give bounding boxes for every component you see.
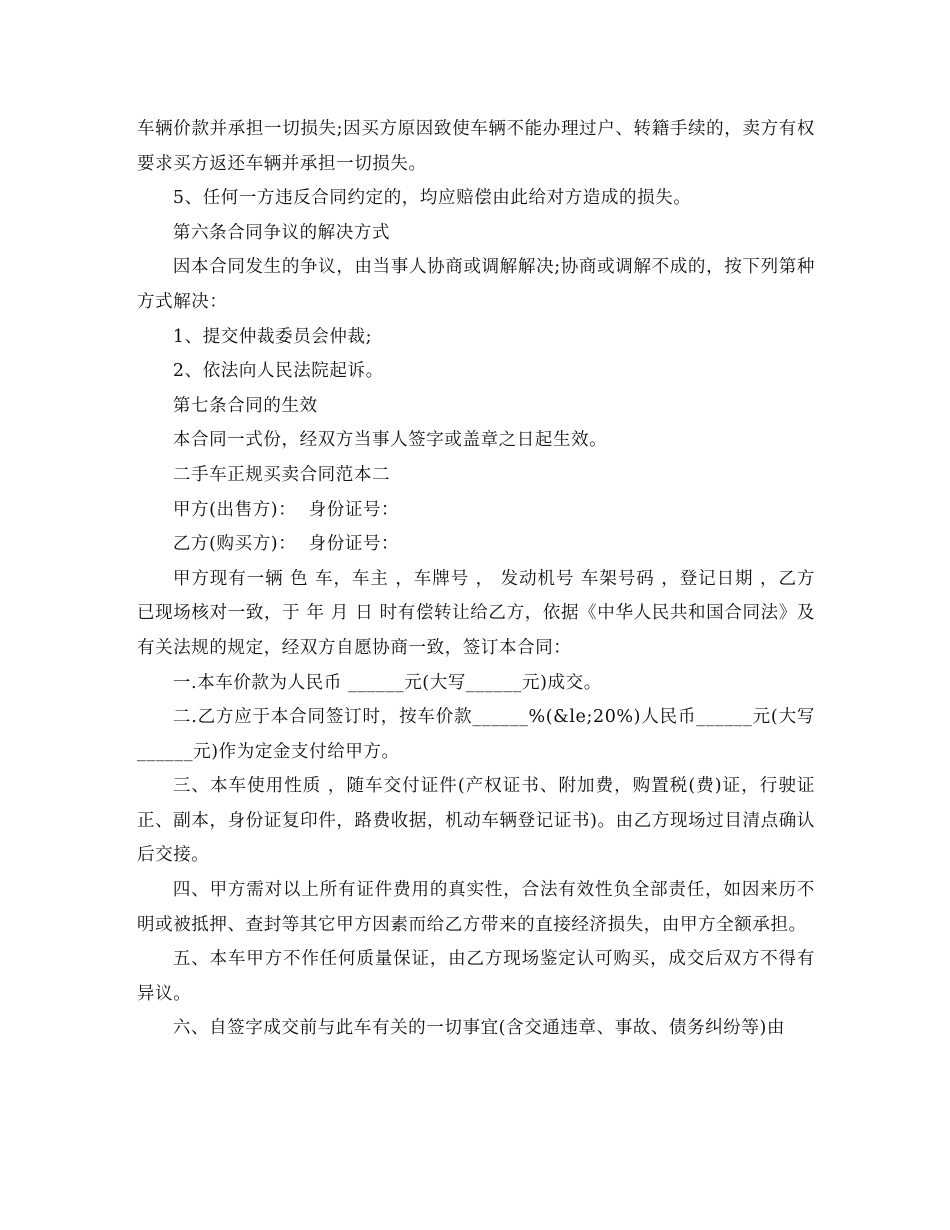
paragraph-continuation: 车辆价款并承担一切损失;因买方原因致使车辆不能办理过户、转籍手续的，卖方有权要求买方返还车辆并承担一切损失。 (137, 119, 815, 174)
clause-responsibility: 四、甲方需对以上所有证件费用的真实性，合法有效性负全部责任，如因来历不明或被抵押、查封等其它甲方因素而给乙方带来的直接经济损失，由甲方全额承担。 (137, 880, 815, 935)
heading-article-7: 第七条合同的生效 (172, 395, 318, 416)
clause-no-warranty: 五、本车甲方不作任何质量保证，由乙方现场鉴定认可购买，成交后双方不得有异议。 (137, 949, 815, 1004)
paragraph-vehicle-info: 甲方现有一辆 色 车，车主 ，车牌号 ， 发动机号 车架号码 ，登记日期 ，乙方已现场核对一致，于 年 月 日 时有偿转让给乙方，依据《中华人民共和国合同法》及有关法规的规定，经双方自愿协商一致，签订本合同： (137, 568, 815, 658)
paragraph-clause-5: 5、任何一方违反合同约定的，均应赔偿由此给对方造成的损失。 (172, 188, 692, 209)
party-seller: 甲方(出售方)： 身份证号： (172, 499, 400, 520)
heading-template-2: 二手车正规买卖合同范本二 (172, 464, 391, 485)
clause-deposit: 二.乙方应于本合同签订时，按车价款______%(&le;20%)人民币______元(大写______元)作为定金支付给甲方。 (137, 707, 815, 762)
paragraph-dispute: 因本合同发生的争议，由当事人协商或调解解决;协商或调解不成的，按下列第种方式解决： (137, 257, 815, 312)
list-item-arbitration: 1、提交仲裁委员会仲裁; (172, 326, 373, 347)
paragraph-effect: 本合同一式份，经双方当事人签字或盖章之日起生效。 (172, 430, 608, 451)
clause-prior-matters: 六、自签字成交前与此车有关的一切事宜(含交通违章、事故、债务纠纷等)由 (172, 1018, 786, 1039)
list-item-lawsuit: 2、依法向人民法院起诉。 (172, 361, 384, 382)
heading-article-6: 第六条合同争议的解决方式 (172, 222, 391, 243)
clause-price: 一.本车价款为人民币 ______元(大写______元)成交。 (172, 672, 602, 693)
party-buyer: 乙方(购买方)： 身份证号： (172, 534, 400, 555)
clause-documents: 三、本车使用性质 ，随车交付证件(产权证书、附加费，购置税(费)证，行驶证正、副本，身份证复印件，路费收据，机动车辆登记证书)。由乙方现场过目清点确认后交接。 (137, 776, 815, 866)
document-body (137, 112, 815, 1046)
